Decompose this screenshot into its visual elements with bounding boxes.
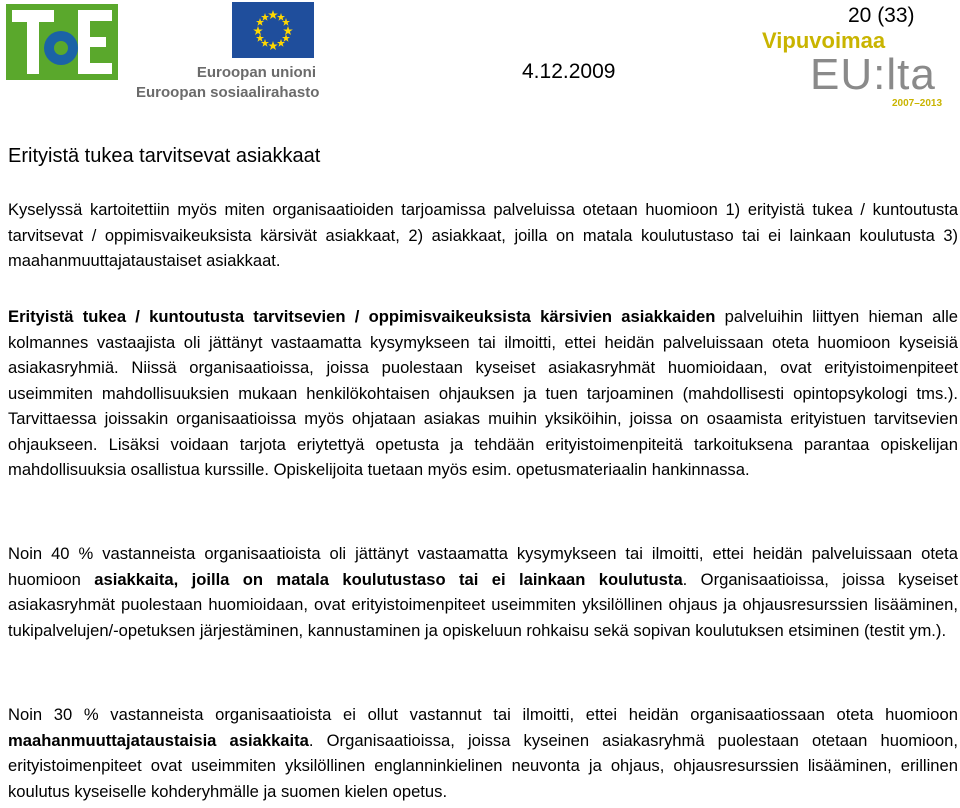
eu-logo <box>136 2 320 102</box>
te-logo-icon <box>6 4 118 80</box>
paragraph-immigrants-pre: Noin 30 % vastanneista organisaatioista ei ollut vastannut tai ilmoitti, ettei heidän organisaatiossaan oteta huomioon <box>8 705 958 724</box>
paragraph-low-education <box>8 541 958 643</box>
page-number: 20 (33) <box>848 4 915 27</box>
paragraph-special-support <box>8 304 958 483</box>
section-heading: Erityistä tukea tarvitsevat asiakkaat <box>8 145 321 167</box>
vipuvoimaa-eu-text: EU:lta <box>810 50 936 99</box>
vipuvoimaa-title: Vipuvoimaa <box>762 28 886 53</box>
paragraph-immigrants-bold: maahanmuuttajataustaisia asiakkaita <box>8 730 309 750</box>
paragraph-immigrants <box>8 702 958 804</box>
paragraph-low-education-pre: Noin 40 % vastanneista organisaatioista oli jättänyt vastaamatta kysymykseen tai ilmoitti, ettei heidän palveluissaan oteta huomioon <box>8 544 958 589</box>
document-date: 4.12.2009 <box>522 60 616 83</box>
paragraph-low-education-bold: asiakkaita, joilla on matala koulutustaso tai ei lainkaan koulutusta <box>94 569 683 589</box>
paragraph-low-education-post: . Organisaatioissa, joissa kyseiset asiakasryhmät puolestaan huomioidaan, ovat erityistoimenpiteet useimmiten yksilöllinen ohjaus ja ohjausresurssien lisääminen, tukipalvelujen/-opetuksen järjestäminen, kannustaminen ja opiskeluun rohkaisu sekä sopivan koulutuksen etsiminen (testit ym.). <box>8 569 958 640</box>
vipuvoimaa-logo <box>762 28 958 112</box>
paragraph-special-support-text: palveluihin liittyen hieman alle kolmannes vastaajista oli jättänyt vastaamatta kysymykseen tai ilmoitti, ettei heidän palveluissaan oteta huomioon kyseisiä asiakasryhmiä. Niissä organisaatioissa, joissa puolestaan kyseiset asiakasryhmät huomioidaan, ovat erityistoimenpiteet useimmiten mahdollisuuksien mukaan henkilökohtaisen ohjauksen ja tuen tarjoaminen (mahdollisesti opintopsykologi tms.). Tarvittaessa joissakin organisaatioissa myös ohjataan asiakas muihin yksiköihin, joissa on osaamista erityistuen tarvitsevien ohjaukseen. Lisäksi voidaan tarjota eriytettyä opetusta ja tehdään erityistoimenpiteitä tarkoituksena parantaa opiskelijan mahdollisuuksia osallistua kurssille. Opiskelijoita tuetaan myös esim. opetusmateriaalin hankinnassa. <box>8 307 958 479</box>
eu-union-label: Euroopan unioni <box>196 64 316 81</box>
intro-paragraph: Kyselyssä kartoitettiin myös miten organisaatioiden tarjoamissa palveluissa otetaan huomioon 1) erityistä tukea / kuntoutusta tarvitsevat / oppimisvaikeuksista kärsivät asiakkaat, 2) asiakkaat, joilla on matala koulutustaso tai ei lainkaan koulutusta 3) maahanmuuttajataustaiset asiakkaat. <box>8 201 958 270</box>
paragraph-immigrants-post: . Organisaatioissa, joissa kyseinen asiakasryhmä puolestaan otetaan huomioon, erityistoimenpiteet ovat useimmiten yksilöllinen englanninkielinen neuvonta ja ohjaus, ohjausresurssien lisääminen, erillinen koulutus kyseiselle kohderyhmälle ja suomen kielen opetus. <box>8 730 959 801</box>
eu-flag-icon <box>232 2 314 58</box>
page-header <box>0 0 960 120</box>
paragraph-special-support-bold: Erityistä tukea / kuntoutusta tarvitsevien / oppimisvaikeuksista kärsivien asiakkaiden <box>8 307 716 326</box>
vipuvoimaa-years: 2007–2013 <box>892 98 943 109</box>
eu-social-fund-label: Euroopan sosiaalirahasto <box>136 84 320 101</box>
